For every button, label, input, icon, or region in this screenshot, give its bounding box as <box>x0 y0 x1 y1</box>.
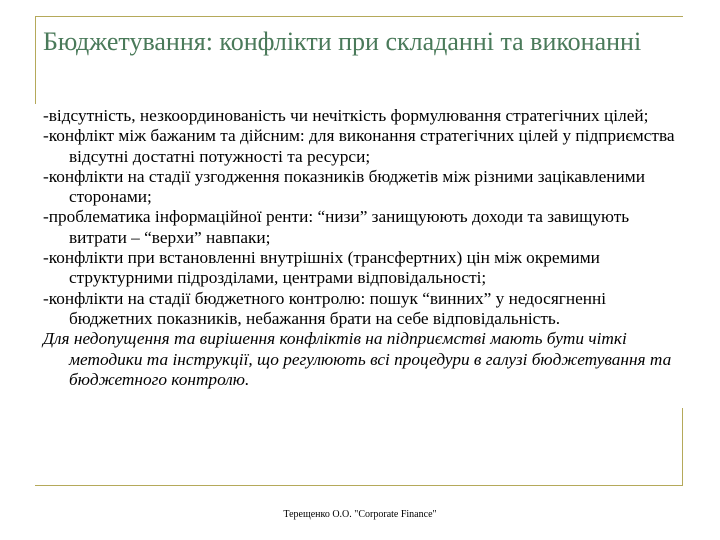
bullet-paragraph: -конфлікти на стадії бюджетного контролю: пошук “винних” у недосягненні бюджетних показників, небажання брати на себе відповідальність. <box>43 288 607 328</box>
frame-left-line <box>35 16 36 104</box>
bullet-paragraph: -конфлікти при встановленні внутрішніх (трансфертних) цін між окремими структурними підрозділами, центрами відповідальності; <box>43 248 600 288</box>
footer-author: Терещенко О.О. "Corporate Finance" <box>283 509 437 520</box>
frame-right-line <box>682 408 683 486</box>
bullet-paragraph: -відсутність, незкоординованість чи нечіткість формулювання стратегічних цілей; <box>43 106 649 125</box>
bullet-paragraph: -конфлікти на стадії узгодження показників бюджетів між різними зацікавленими сторонами; <box>43 166 645 207</box>
frame-top-line <box>35 16 683 17</box>
bullet-paragraph: -конфлікт між бажаним та дійсним: для виконання стратегічних цілей у підприємства відсутні достатні потужності та ресурси; <box>43 126 675 166</box>
slide-body <box>43 106 678 390</box>
slide-title: Бюджетування: конфлікти при складанні та виконанні <box>43 27 642 56</box>
frame-bottom-line <box>35 485 683 486</box>
conclusion-paragraph: Для недопущення та вирішення конфліктів на підприємстві мають бути чіткі методики та інструкції, що регулюють всі процедури в галузі бюджетування та бюджетного контролю. <box>43 329 672 389</box>
bullet-paragraph: -проблематика інформаційної ренти: “низи” занищуюють доходи та завищують витрати – “верхи” навпаки; <box>43 207 630 247</box>
